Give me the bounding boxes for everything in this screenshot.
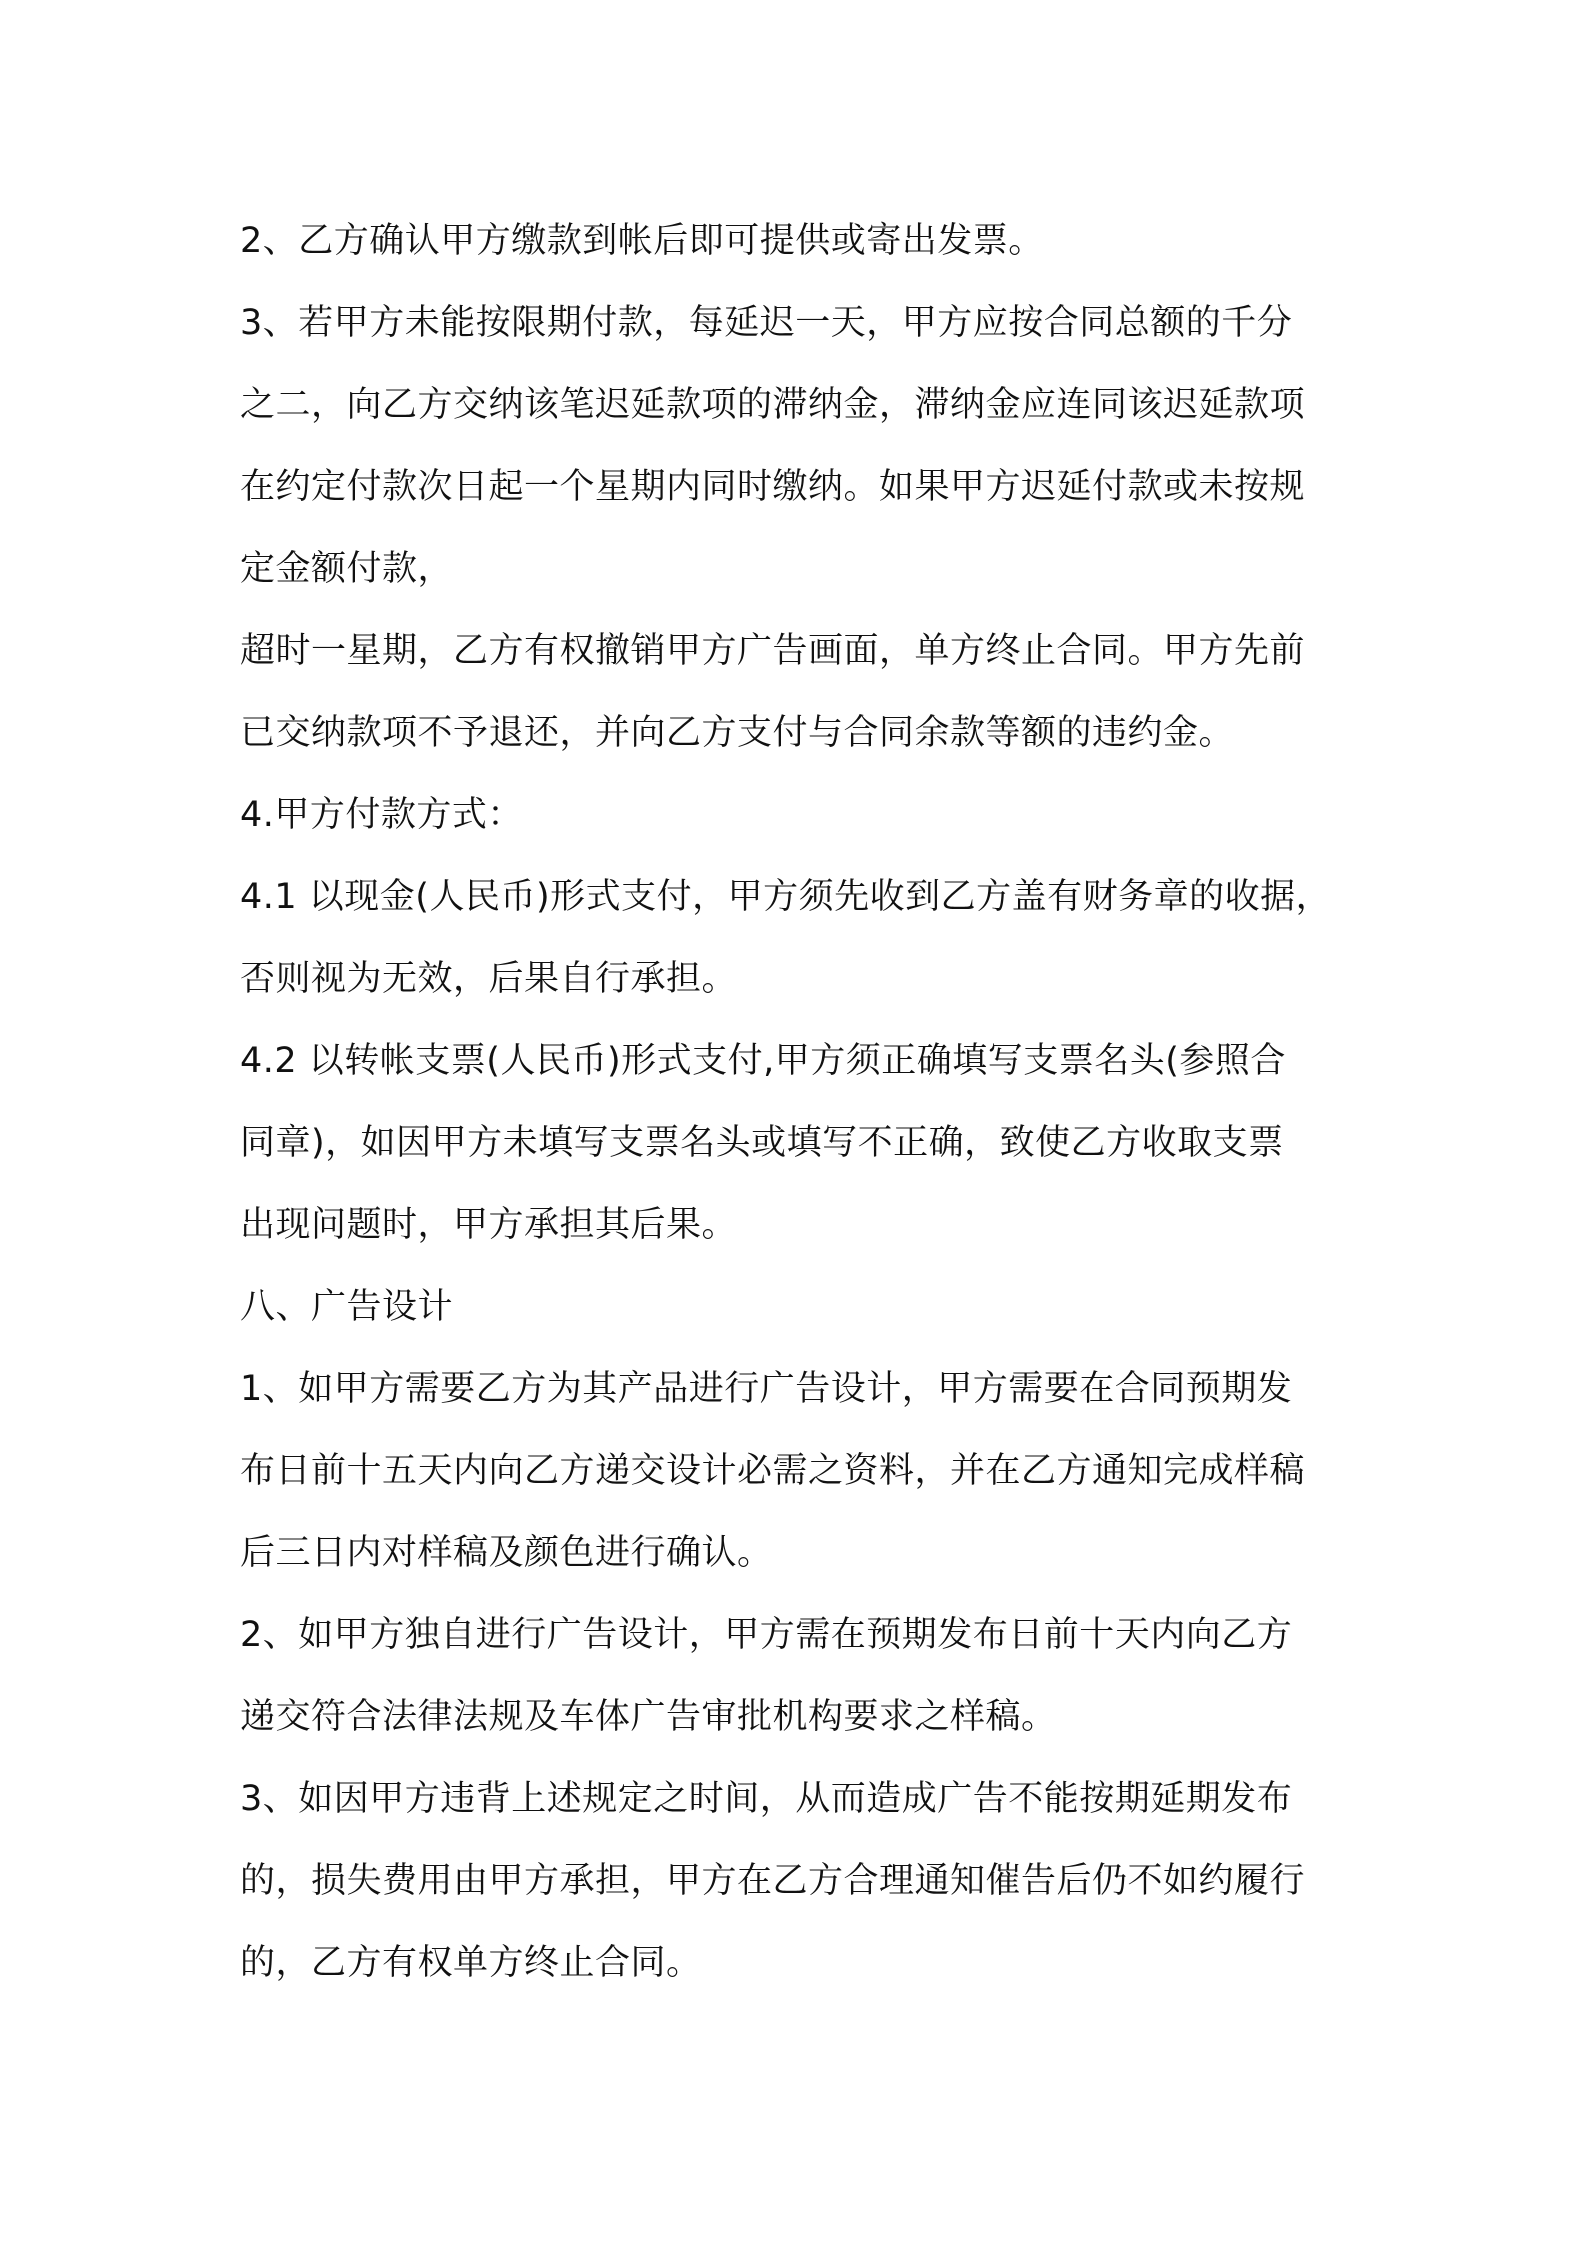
text-line: 1、如甲方需要乙方为其产品进行广告设计，甲方需要在合同预期发: [240, 1369, 1293, 1409]
text-line: 后三日内对样稿及颜色进行确认。: [240, 1533, 773, 1573]
text-line: 布日前十五天内向乙方递交设计必需之资料，并在乙方通知完成样稿: [240, 1451, 1306, 1491]
text-line: 超时一星期，乙方有权撤销甲方广告画面，单方终止合同。甲方先前: [240, 631, 1306, 671]
paragraph-cash-payment: [240, 856, 1360, 1020]
text-line: 已交纳款项不予退还，并向乙方支付与合同余款等额的违约金。: [240, 713, 1235, 753]
paragraph-check-payment: [240, 1020, 1360, 1266]
text-line: 4.2 以转帐支票(人民币)形式支付,甲方须正确填写支票名头(参照合: [240, 1041, 1286, 1081]
paragraph-design-by-party-a: [240, 1594, 1360, 1758]
text-line: 之二，向乙方交纳该笔迟延款项的滞纳金，滞纳金应连同该迟延款项: [240, 385, 1306, 425]
text-line: 定金额付款，: [240, 549, 454, 589]
text-line: 4.甲方付款方式：: [240, 795, 523, 835]
text-line: 八、广告设计: [240, 1287, 454, 1327]
paragraph-delay-consequence: [240, 1758, 1360, 2004]
text-line: 2、乙方确认甲方缴款到帐后即可提供或寄出发票。: [240, 221, 1044, 261]
text-line: 3、若甲方未能按限期付款，每延迟一天，甲方应按合同总额的千分: [240, 303, 1293, 343]
text-line: 3、如因甲方违背上述规定之时间，从而造成广告不能按期延期发布: [240, 1779, 1293, 1819]
text-line: 2、如甲方独自进行广告设计，甲方需在预期发布日前十天内向乙方: [240, 1615, 1293, 1655]
paragraph-design-by-party-b: [240, 1348, 1360, 1594]
text-line: 4.1 以现金(人民币)形式支付，甲方须先收到乙方盖有财务章的收据，: [240, 877, 1332, 917]
text-line: 否则视为无效，后果自行承担。: [240, 959, 738, 999]
text-line: 在约定付款次日起一个星期内同时缴纳。如果甲方迟延付款或未按规: [240, 467, 1306, 507]
text-line: 同章)，如因甲方未填写支票名头或填写不正确，致使乙方收取支票: [240, 1123, 1284, 1163]
text-line: 递交符合法律法规及车体广告审批机构要求之样稿。: [240, 1697, 1057, 1737]
section-heading-payment-methods: [240, 774, 1360, 856]
text-line: 的，损失费用由甲方承担，甲方在乙方合理通知催告后仍不如约履行: [240, 1861, 1306, 1901]
document-body: [240, 200, 1360, 2004]
text-line: 出现问题时，甲方承担其后果。: [240, 1205, 738, 1245]
paragraph-invoice-confirmation: [240, 200, 1360, 282]
section-heading-ad-design: [240, 1266, 1360, 1348]
paragraph-overdue-termination: [240, 610, 1360, 774]
text-line: 的，乙方有权单方终止合同。: [240, 1943, 702, 1983]
paragraph-late-payment: [240, 282, 1360, 610]
